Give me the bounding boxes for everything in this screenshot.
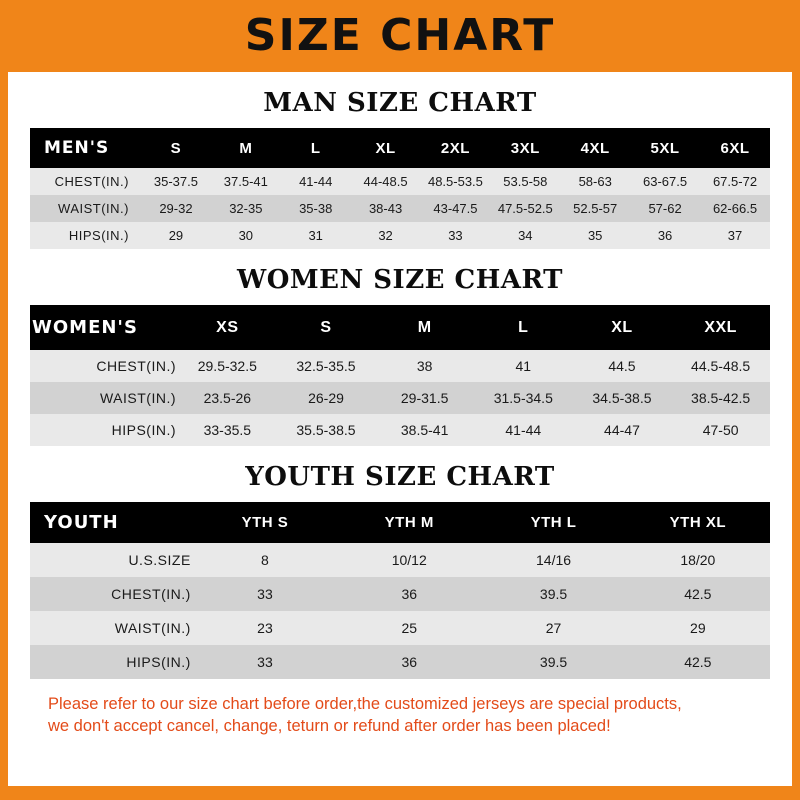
table-cell: 29	[626, 611, 770, 645]
column-header-size: L	[281, 128, 351, 168]
table-cell: 18/20	[626, 543, 770, 577]
row-label: WAIST(IN.)	[30, 195, 141, 222]
table-cell: 29-32	[141, 195, 211, 222]
header-banner	[0, 0, 800, 72]
table-cell: 35	[560, 222, 630, 249]
table-cell: 42.5	[626, 645, 770, 679]
table-women	[30, 305, 770, 446]
table-header-row	[30, 305, 770, 350]
table-cell: 33	[193, 645, 337, 679]
column-header-size: 4XL	[560, 128, 630, 168]
table-cell: 42.5	[626, 577, 770, 611]
table-man	[30, 128, 770, 249]
column-header-label: YOUTH	[30, 502, 193, 543]
section-women	[30, 265, 770, 446]
table-cell: 31.5-34.5	[474, 382, 573, 414]
column-header-size: XL	[351, 128, 421, 168]
table-row	[30, 195, 770, 222]
row-label: HIPS(IN.)	[30, 414, 178, 446]
table-cell: 35.5-38.5	[277, 414, 376, 446]
column-header-size: S	[277, 305, 376, 350]
row-label: HIPS(IN.)	[30, 645, 193, 679]
column-header-size: XL	[573, 305, 672, 350]
table-row	[30, 645, 770, 679]
section-youth	[30, 462, 770, 679]
column-header-size: XS	[178, 305, 277, 350]
table-row	[30, 222, 770, 249]
table-row	[30, 577, 770, 611]
table-header-row	[30, 128, 770, 168]
table-cell: 38	[375, 350, 474, 382]
table-cell: 32-35	[211, 195, 281, 222]
table-man-body	[30, 168, 770, 249]
table-cell: 44-47	[573, 414, 672, 446]
table-cell: 10/12	[337, 543, 481, 577]
row-label: CHEST(IN.)	[30, 577, 193, 611]
table-cell: 37	[700, 222, 770, 249]
column-header-size: YTH S	[193, 502, 337, 543]
table-row	[30, 611, 770, 645]
table-cell: 37.5-41	[211, 168, 281, 195]
table-row	[30, 350, 770, 382]
table-cell: 53.5-58	[490, 168, 560, 195]
table-cell: 44.5	[573, 350, 672, 382]
table-cell: 48.5-53.5	[421, 168, 491, 195]
table-cell: 29	[141, 222, 211, 249]
table-cell: 30	[211, 222, 281, 249]
table-cell: 38-43	[351, 195, 421, 222]
column-header-size: L	[474, 305, 573, 350]
column-header-size: M	[375, 305, 474, 350]
row-label: WAIST(IN.)	[30, 611, 193, 645]
table-youth-body	[30, 543, 770, 679]
table-row	[30, 382, 770, 414]
table-cell: 41	[474, 350, 573, 382]
row-label: HIPS(IN.)	[30, 222, 141, 249]
footer-line-2: we don't accept cancel, change, teturn or refund after order has been placed!	[48, 717, 611, 736]
table-man-header	[30, 128, 770, 168]
section-title-women: WOMEN SIZE CHART	[237, 265, 563, 295]
table-cell: 29-31.5	[375, 382, 474, 414]
column-header-size: M	[211, 128, 281, 168]
table-cell: 35-38	[281, 195, 351, 222]
footer-note	[30, 693, 770, 738]
column-header-size: 2XL	[421, 128, 491, 168]
table-youth-header	[30, 502, 770, 543]
row-label: CHEST(IN.)	[30, 168, 141, 195]
row-label: WAIST(IN.)	[30, 382, 178, 414]
table-cell: 63-67.5	[630, 168, 700, 195]
table-cell: 38.5-42.5	[671, 382, 770, 414]
table-cell: 43-47.5	[421, 195, 491, 222]
table-cell: 47.5-52.5	[490, 195, 560, 222]
table-cell: 34	[490, 222, 560, 249]
table-cell: 67.5-72	[700, 168, 770, 195]
table-cell: 33	[421, 222, 491, 249]
table-cell: 8	[193, 543, 337, 577]
column-header-size: 5XL	[630, 128, 700, 168]
table-row	[30, 414, 770, 446]
table-cell: 32	[351, 222, 421, 249]
table-cell: 35-37.5	[141, 168, 211, 195]
table-cell: 26-29	[277, 382, 376, 414]
row-label: CHEST(IN.)	[30, 350, 178, 382]
column-header-label: WOMEN'S	[30, 305, 178, 350]
table-women-header	[30, 305, 770, 350]
table-cell: 31	[281, 222, 351, 249]
table-cell: 47-50	[671, 414, 770, 446]
table-women-body	[30, 350, 770, 446]
table-row	[30, 168, 770, 195]
table-youth	[30, 502, 770, 679]
table-cell: 52.5-57	[560, 195, 630, 222]
chart-content	[8, 88, 792, 738]
table-cell: 39.5	[481, 577, 625, 611]
column-header-size: 6XL	[700, 128, 770, 168]
table-cell: 57-62	[630, 195, 700, 222]
table-cell: 62-66.5	[700, 195, 770, 222]
column-header-label: MEN'S	[30, 128, 141, 168]
table-cell: 33-35.5	[178, 414, 277, 446]
table-row	[30, 543, 770, 577]
table-cell: 32.5-35.5	[277, 350, 376, 382]
footer-line-1: Please refer to our size chart before order,the customized jerseys are special products,	[48, 695, 682, 713]
column-header-size: S	[141, 128, 211, 168]
table-cell: 36	[630, 222, 700, 249]
table-cell: 58-63	[560, 168, 630, 195]
table-cell: 33	[193, 577, 337, 611]
table-cell: 29.5-32.5	[178, 350, 277, 382]
table-cell: 41-44	[474, 414, 573, 446]
table-cell: 23.5-26	[178, 382, 277, 414]
column-header-size: YTH L	[481, 502, 625, 543]
footer-bar	[8, 786, 792, 800]
table-cell: 14/16	[481, 543, 625, 577]
column-header-size: YTH XL	[626, 502, 770, 543]
section-man	[30, 88, 770, 249]
column-header-size: XXL	[671, 305, 770, 350]
table-cell: 44-48.5	[351, 168, 421, 195]
table-cell: 41-44	[281, 168, 351, 195]
table-cell: 27	[481, 611, 625, 645]
section-title-youth: YOUTH SIZE CHART	[245, 462, 555, 492]
page-title: SIZE CHART	[244, 10, 556, 61]
table-cell: 44.5-48.5	[671, 350, 770, 382]
table-cell: 36	[337, 645, 481, 679]
column-header-size: 3XL	[490, 128, 560, 168]
table-cell: 39.5	[481, 645, 625, 679]
table-cell: 38.5-41	[375, 414, 474, 446]
table-header-row	[30, 502, 770, 543]
table-cell: 23	[193, 611, 337, 645]
table-cell: 25	[337, 611, 481, 645]
column-header-size: YTH M	[337, 502, 481, 543]
table-cell: 34.5-38.5	[573, 382, 672, 414]
row-label: U.S.SIZE	[30, 543, 193, 577]
section-title-man: MAN SIZE CHART	[263, 88, 537, 118]
table-cell: 36	[337, 577, 481, 611]
